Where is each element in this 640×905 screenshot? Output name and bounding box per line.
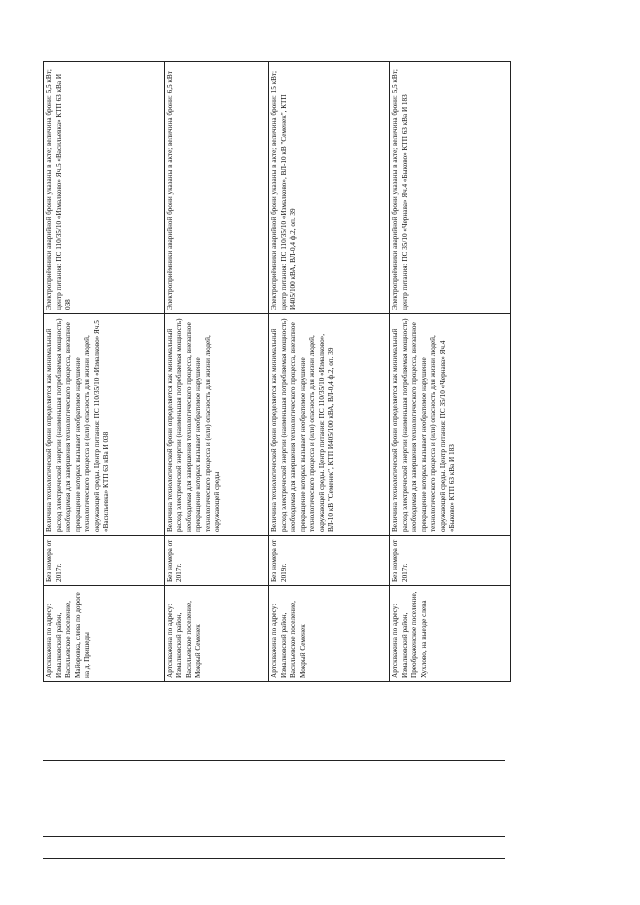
cell-electric: Электроприёмники аварийной брони указаны в акте; величина брони: 15 кВт; центр питания: ПС 110/35/10 «Измалково», ВЛ-10 кВ "Семенек", КТП И405/100 кВА, ВЛ-0,4 ф.2, оп. 39 bbox=[269, 62, 390, 314]
table-row bbox=[390, 62, 511, 682]
emergency-reserve-table bbox=[43, 61, 511, 682]
cell-address: Артскважина по адресу: Измалковский район, Васильевское поселение, Мокрый Семенек bbox=[269, 586, 390, 682]
cell-electric: Электроприёмники аварийной брони указаны в акте; величина брони: 6,5 кВт bbox=[164, 62, 268, 314]
rotated-table-container bbox=[43, 62, 640, 678]
cell-description: Величина технологической брони определяется как минимальный расход электрической энергии (наименьшая потребляемая мощность) необходимая для завершения технологического процесса, внезапное прекращение которых вызывает необратимое нарушение технологического процесса и (или) опасность для жизни людей, окружающей среды. Центр питания: ПС 35/10 «Чернава» Яч.4 «Быково» КТП 63 кВа И 183 bbox=[390, 314, 511, 536]
table-row bbox=[164, 62, 268, 682]
cell-description: Величина технологической брони определяется как минимальный расход электрической энергии (наименьшая потребляемая мощность) необходимая для завершения технологического процесса, внезапное прекращение которых вызывает необратимое нарушение технологического процесса и (или) опасность для жизни людей, окружающей среды bbox=[164, 314, 268, 536]
cell-address: Артскважина по адресу: Измалковский район, Преображенское поселение, Хухлово, на выезде слева bbox=[390, 586, 511, 682]
horizontal-rule bbox=[43, 858, 505, 859]
table-row bbox=[44, 62, 165, 682]
cell-address: Артскважина по адресу: Измалковский район, Васильевское поселение, Мокрый Семенек bbox=[164, 586, 268, 682]
cell-address: Артскважина по адресу: Измалковский район, Васильевское поселение, Майоровка, слева по дороге на д. Пришеды bbox=[44, 586, 165, 682]
cell-electric: Электроприёмники аварийной брони указаны в акте; величина брони: 5,5 кВт; центр питания: ПС 110/35/10 «Измалково» Яч.5 «Васильевка» КТП 63 кВа И 038 bbox=[44, 62, 165, 314]
horizontal-rule bbox=[43, 836, 505, 837]
rotated-table-frame bbox=[43, 62, 511, 682]
cell-electric: Электроприёмники аварийной брони указаны в акте; величина брони: 5,5 кВт; центр питания: ПС 35/10 «Чернава» Яч.4 «Быково» КТП 63 кВа И 183 bbox=[390, 62, 511, 314]
cell-number: Без номера от 2017г. bbox=[390, 536, 511, 586]
cell-number: Без номера от 2019г. bbox=[269, 536, 390, 586]
table-row bbox=[269, 62, 390, 682]
cell-description: Величина технологической брони определяется как минимальный расход электрической энергии (наименьшая потребляемая мощность) необходимая для завершения технологического процесса, внезапное прекращение которых вызывает необратимое нарушение технологического процесса и (или) опасность для жизни людей, окружающей среды. Центр питания: ПС 110/35/10 «Измалково» Яч.5 «Васильевка» КТП 63 кВа И 038 bbox=[44, 314, 165, 536]
horizontal-rule bbox=[43, 760, 505, 761]
cell-number: Без номера от 2017г. bbox=[44, 536, 165, 586]
cell-description: Величина технологической брони определяется как минимальный расход электрической энергии (наименьшая потребляемая мощность) необходимая для завершения технологического процесса, внезапное прекращение которых вызывает необратимое нарушение технологического процесса и (или) опасность для жизни людей, окружающей среды. Центр питания: ПС 110/35/10 «Измалково», ВЛ-10 кВ "Семенек", КТП И405/100 кВА, ВЛ-0,4 ф.2, оп. 39 bbox=[269, 314, 390, 536]
cell-number: Без номера от 2017г. bbox=[164, 536, 268, 586]
